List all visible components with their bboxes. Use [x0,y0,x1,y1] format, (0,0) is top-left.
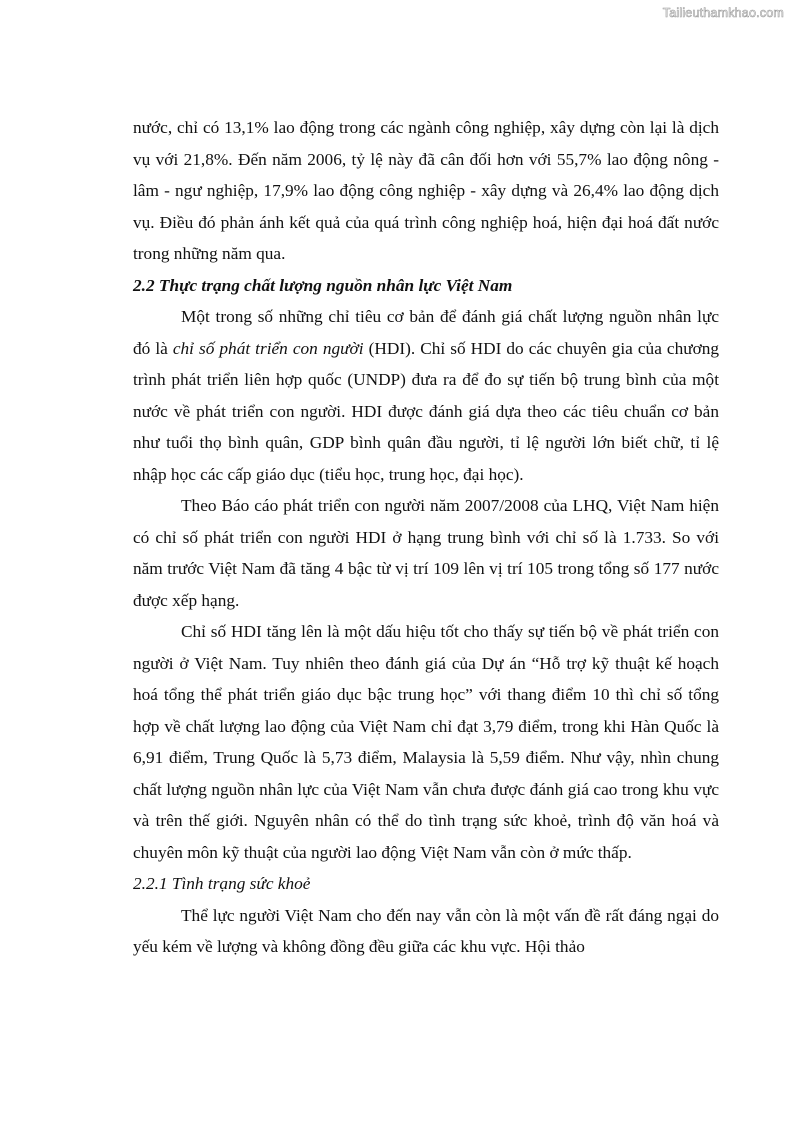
paragraph-hdi-report: Theo Báo cáo phát triển con người năm 2007/2008 của LHQ, Việt Nam hiện có chỉ số phát triển con người HDI ở hạng trung bình với chỉ số là 1.733. So với năm trước Việt Nam đã tăng 4 bậc từ vị trí 109 lên vị trí 105 trong tổng số 177 nước được xếp hạng. [133,496,719,610]
paragraph-continued: nước, chỉ có 13,1% lao động trong các ngành công nghiệp, xây dựng còn lại là dịch vụ với 21,8%. Đến năm 2006, tỷ lệ này đã cân đối hơn với 55,7% lao động nông - lâm - ngư nghiệp, 17,9% lao động công nghiệp - xây dựng và 26,4% lao động dịch vụ. Điều đó phản ánh kết quả của quá trình công nghiệp hoá, hiện đại hoá đất nước trong những năm qua. [133,118,719,263]
paragraph-hdi-text-after: (HDI). Chỉ số HDI do các chuyên gia của chương trình phát triển liên hợp quốc (UNDP) đưa ra để đo sự tiến bộ trung bình của một nước về phát triển con người. HDI được đánh giá dựa theo các tiêu chuẩn cơ bản như tuổi thọ bình quân, GDP bình quân đầu người, tỉ lệ người lớn biết chữ, tỉ lệ nhập học các cấp giáo dục (tiểu học, trung học, đại học). [133,338,719,484]
section-heading-2-2: 2.2 Thực trạng chất lượng nguồn nhân lực Việt Nam [133,275,513,295]
paragraph-health: Thể lực người Việt Nam cho đến nay vẫn còn là một vấn đề rất đáng ngại do yếu kém về lượng và không đồng đều giữa các khu vực. Hội thảo [133,905,719,956]
document-body [133,112,719,963]
section-heading-2-2-1: 2.2.1 Tình trạng sức khoẻ [133,874,311,893]
paragraph-hdi-emphasis: chỉ số phát triển con người [172,338,364,358]
watermark: Tailieuthamkhao.com [662,6,784,20]
paragraph-hdi-definition [133,301,719,490]
paragraph-hdi-assessment: Chỉ số HDI tăng lên là một dấu hiệu tốt cho thấy sự tiến bộ về phát triển con người ở Việt Nam. Tuy nhiên theo đánh giá của Dự án “Hỗ trợ kỹ thuật kế hoạch hoá tổng thể phát triển giáo dục bậc trung học” với thang điểm 10 thì chỉ số tổng hợp về chất lượng lao động của Việt Nam chỉ đạt 3,79 điểm, trong khi Hàn Quốc là 6,91 điểm, Trung Quốc là 5,73 điểm, Malaysia là 5,59 điểm. Như vậy, nhìn chung chất lượng nguồn nhân lực của Việt Nam vẫn chưa được đánh giá cao trong khu vực và trên thế giới. Nguyên nhân có thể do tình trạng sức khoẻ, trình độ văn hoá và chuyên môn kỹ thuật của người lao động Việt Nam vẫn còn ở mức thấp. [133,622,719,862]
paragraph-hdi-text-before: Một trong số những chỉ tiêu cơ bản để đánh giá chất lượng nguồn nhân lực đó là [133,307,719,358]
